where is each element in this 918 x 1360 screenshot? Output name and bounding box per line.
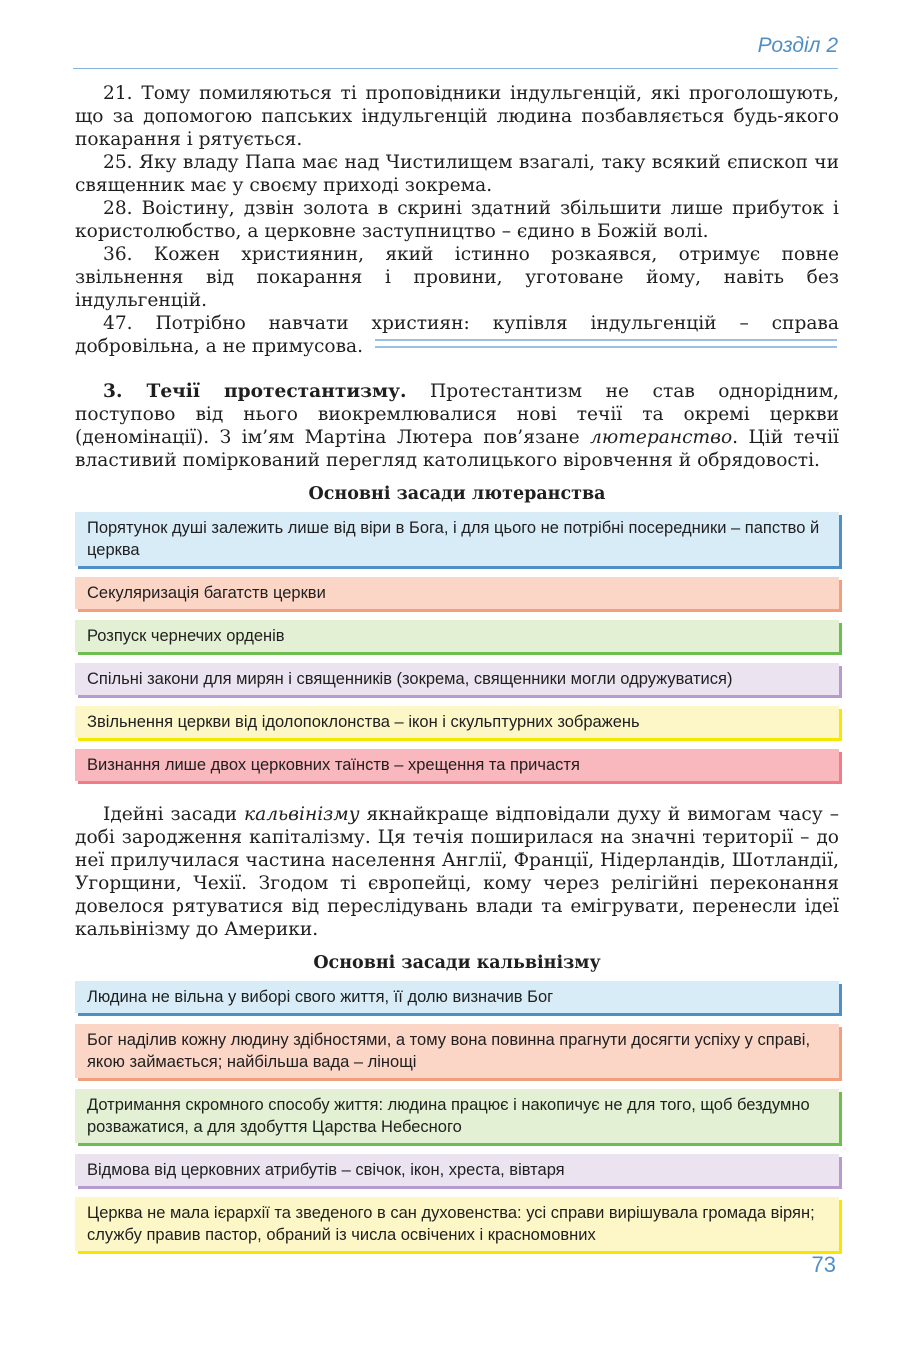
lutheranism-term: лютеранство [590,427,733,448]
calvinism-text-2: якнайкраще відповідали духу й вимогам часу – добі зародження капіталізму. Ця течія поширилася на значні території – до неї прилучилася частина населення Англії, Франції, Нідерландів, Шотландії, Угорщини, Чехії. Згодом ті європейці, кому через релігійні переконання довелося рятуватися від переслідувань влади та емігрувати, перенесли ідеї кальвінізму до Америки. [75,804,839,940]
section-heading: 3. Течії протестантизму. [103,381,407,402]
calvinism-item-text: Людина не вільна у виборі свого життя, її долю визначив Бог [87,988,554,1006]
lutheran-item [75,706,839,738]
calvinism-term: кальвінізму [244,804,360,825]
calvinism-item-text: Дотримання скромного способу життя: людина працює і накопичує не для того, щоб бездумно розважатися, а для здобуття Царства Небесного [87,1096,810,1136]
calvinism-item-text: Відмова від церковних атрибутів – свічок, ікон, хреста, вівтаря [87,1161,565,1179]
thesis-47: 47. Потрібно навчати християн: купівля індульгенцій – справа добровільна, а не примусова. [75,313,839,357]
lutheran-item [75,663,839,695]
lutheran-item [75,512,839,566]
protestant-currents-paragraph [75,380,839,472]
calvinism-item-text: Бог наділив кожну людину здібностями, а тому вона повинна прагнути досягти успіху у справі, якою займається; найбільша вада – лінощі [87,1031,811,1071]
calvinism-item [75,1154,839,1186]
calvinism-item-text: Церква не мала ієрархії та зведеного в сан духовенства: усі справи вирішувала громада вірян; службу правив пастор, обраний із числа освічених і красномовних [87,1204,815,1244]
lutheran-item [75,620,839,652]
lutheran-item [75,749,839,781]
calvinism-item [75,1197,839,1251]
lutheran-item-text: Порятунок душі залежить лише від віри в Бога, і для цього не потрібні посередники – папство й церква [87,519,820,559]
lutheran-principles-list [75,512,839,781]
thesis-28: 28. Воістину, дзвін золота в скрині здатний збільшити лише прибуток і користолюбство, а церковне заступництво – єдино в Божій волі. [75,198,839,242]
calvinism-table-title: Основні засади кальвінізму [313,953,601,973]
decorative-double-line [375,339,837,348]
calvinism-item [75,1024,839,1078]
thesis-36: 36. Кожен християнин, який істинно розкаявся, отримує повне звільнення від покарання і провини, уготоване йому, навіть без індульгенцій. [75,244,839,311]
page-content [75,82,839,1262]
thesis-21: 21. Тому помиляються ті проповідники індульгенцій, які проголошують, що за допомогою папських індульгенцій людина позбавляється будь-якого покарання і рятується. [75,83,839,150]
lutheran-item [75,577,839,609]
thesis-25: 25. Яку владу Папа має над Чистилищем взагалі, таку всякий єпископ чи священник має у своєму приході зокрема. [75,152,839,196]
thesis-47-block [75,312,839,358]
calvinism-item [75,1089,839,1143]
chapter-title: Розділ 2 [757,34,838,57]
lutheran-table-title: Основні засади лютеранства [308,484,606,504]
lutheran-item-text: Звільнення церкви від ідолопоклонства – ікон і скульптурних зображень [87,713,640,731]
section-text-2: . Цій течії властивий поміркований перегляд католицького віровчення й обрядовості. [75,427,840,471]
lutheran-item-text: Секуляризація багатств церкви [87,584,326,602]
lutheran-item-text: Розпуск чернечих орденів [87,627,285,645]
lutheran-item-text: Визнання лише двох церковних таїнств – хрещення та причастя [87,756,580,774]
calvinism-item [75,981,839,1013]
section-text-1: Протестантизм не став однорідним, поступово від нього виокремлювалися нові течії та окремі церкви (деномінації). З ім’ям Мартіна Лютера пов’язане [75,381,839,448]
lutheran-item-text: Спільні закони для мирян і священників (зокрема, священники могли одружуватися) [87,670,733,688]
calvinism-paragraph [75,803,839,941]
calvinism-principles-list [75,981,839,1251]
calvinism-text-1: Ідейні засади [103,804,245,825]
page-number: 73 [811,1252,836,1277]
header-divider [73,68,838,69]
